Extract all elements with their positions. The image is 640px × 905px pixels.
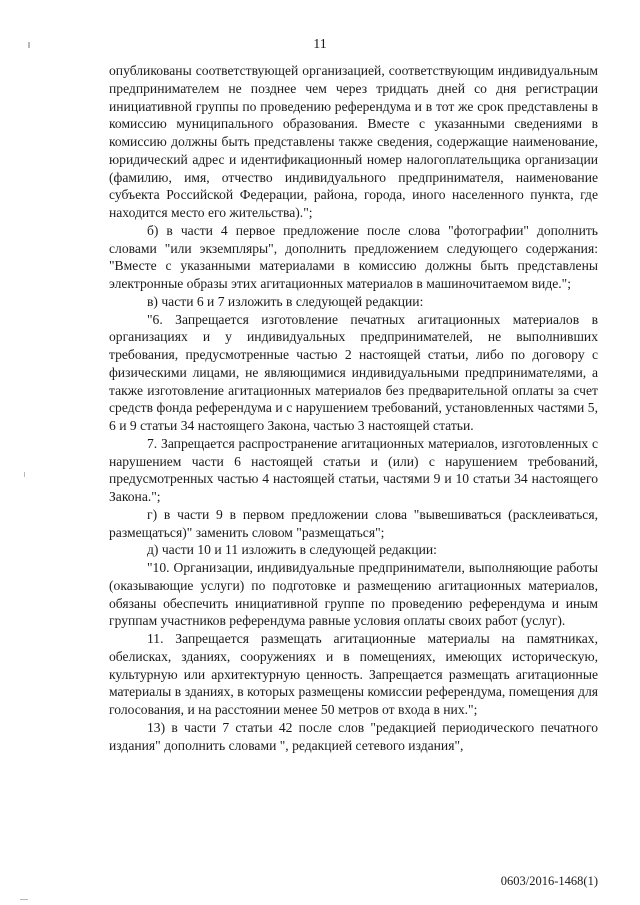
paragraph-item-v: в) части 6 и 7 изложить в следующей редакции: [147, 293, 424, 309]
paragraph-part-6: "6. Запрещается изготовление печатных агитационных материалов в организациях и у индивидуальных предпринимателей, не выполнивших требования, предусмотренные частью 2 настоящей статьи, либо по договору с физическими лицами, не являющимися индивидуальными предпринимателями, а также изготовление агитационных материалов без предварительной оплаты за счет средств фонда референдума и с нарушением требований, установленных частями 5, 6 и 9 статьи 34 настоящего Закона, частью 3 настоящей статьи. [109, 311, 598, 433]
paragraph-item-b: б) в части 4 первое предложение после слова "фотографии" дополнить словами "или экземпляры", дополнить предложением следующего содержания: "Вместе с указанными материалами в комиссию должны быть представлены электронные образы этих агитационных материалов в машиночитаемом виде."; [109, 222, 598, 291]
page-number: 11 [313, 37, 327, 52]
paragraph-part-7: 7. Запрещается распространение агитационных материалов, изготовленных с нарушением части 6 настоящей статьи и (или) с нарушением требований, предусмотренных частью 4 настоящей статьи, частями 9 и 10 статьи 34 настоящего Закона."; [109, 435, 598, 504]
paragraph-item-13: 13) в части 7 статьи 42 после слов "редакцией периодического печатного издания" дополнить словами ", редакцией сетевого издания", [109, 719, 598, 753]
paragraph-item-d: д) части 10 и 11 изложить в следующей редакции: [147, 542, 437, 558]
scan-mark-top [28, 42, 30, 48]
paragraph-part-11: 11. Запрещается размещать агитационные материалы на памятниках, обелисках, зданиях, сооружениях и в помещениях, имеющих историческую, культурную или архитектурную ценность. Запрещается размещать агитационные материалы в зданиях, в которых размещены комиссии референдума, помещения для голосования, и на расстоянии менее 50 метров от входа в них."; [109, 631, 598, 717]
paragraph-item-g: г) в части 9 в первом предложении слова "вывешиваться (расклеиваться, размещаться)" заменить словом "размещаться"; [109, 506, 598, 540]
document-body [109, 62, 598, 754]
paragraph-continuation: опубликованы соответствующей организацией, соответствующим индивидуальным предпринимателем не позднее чем через тридцать дней со дня регистрации инициативной группы по проведению референдума и в тот же срок представлены в комиссию муниципального образования. Вместе с указанными сведениями в комиссию должны быть представлены также сведения, содержащие наименование, юридический адрес и идентификационный номер налогоплательщика организации (фамилию, имя, отчество индивидуального предпринимателя, наименование субъекта Российской Федерации, района, города, иного населенного пункта, где находится место его жительства)."; [109, 63, 598, 220]
scan-mark-bottom [20, 899, 28, 900]
scan-mark-middle [24, 472, 25, 477]
paragraph-part-10: "10. Организации, индивидуальные предприниматели, выполняющие работы (оказывающие услуги) по подготовке и размещению агитационных материалов, обязаны обеспечить инициативной группе по проведению референдума и иным группам участников референдума равные условия оплаты своих работ (услуг). [109, 560, 598, 629]
document-id: 0603/2016-1468(1) [500, 874, 598, 888]
